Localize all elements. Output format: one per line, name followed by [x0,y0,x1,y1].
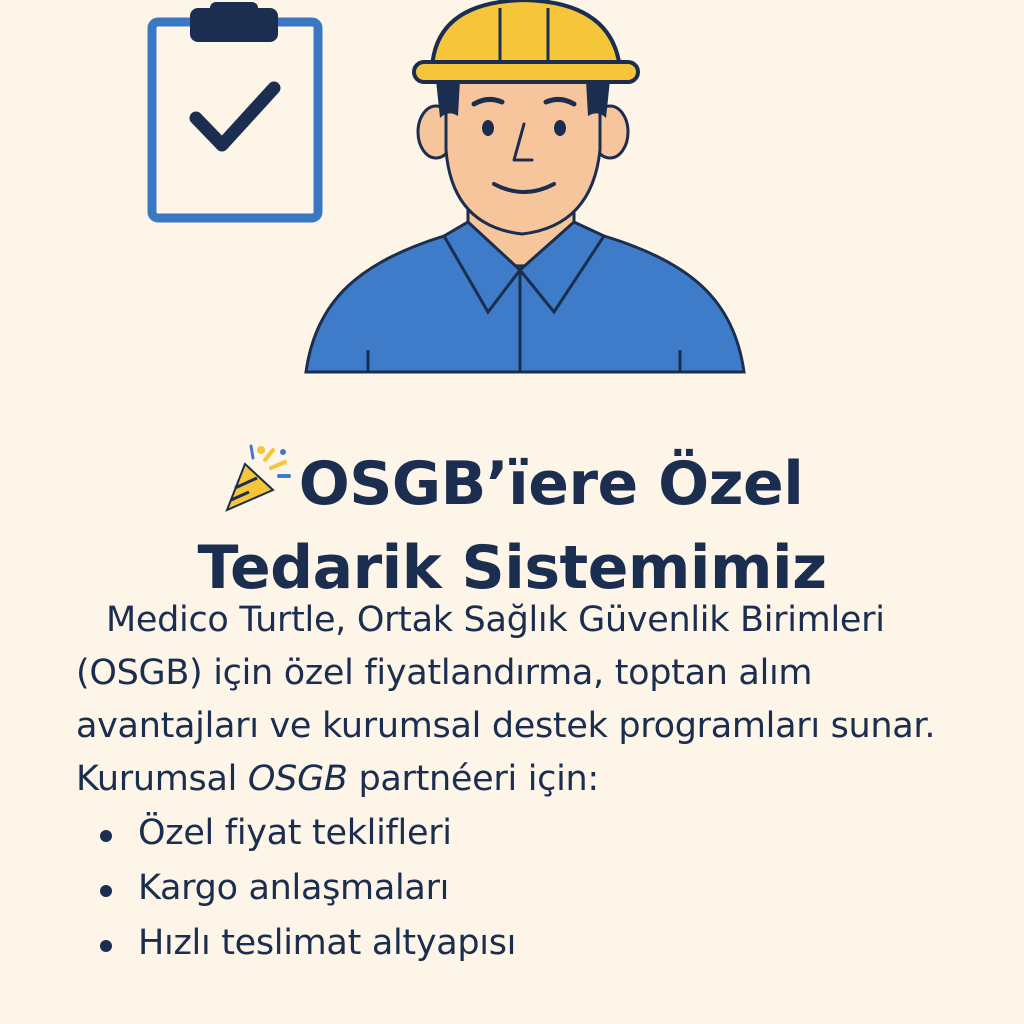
page-title [0,442,1024,610]
partners-suffix: partnéeri için: [358,759,599,799]
main-content [76,594,996,971]
hard-hat-icon [414,0,638,82]
title-line-2: Tedarik Sistemimiz [197,533,827,604]
hero-illustration [0,0,1024,380]
list-item: Kargo anlaşmaları [138,861,996,916]
partners-prefix: Kurumsal [76,759,238,799]
partners-heading [76,753,996,806]
feature-list [76,806,996,971]
title-line-1 [0,442,1024,526]
construction-worker-icon [306,80,744,372]
list-item: Hızlı teslimat altyapısı [138,916,996,971]
clipboard-check-icon [152,2,318,218]
party-popper-icon [221,442,293,514]
intro-paragraph: Medico Turtle, Ortak Sağlık Güvenlik Birimleri (OSGB) için özel fiyatlandırma, toptan alım avantajları ve kurumsal destek programları sunar. [76,600,936,746]
title-text-1: OSGB’ïere Özel [298,449,804,520]
list-item: Özel fiyat teklifleri [138,806,996,861]
partners-emphasis: OSGB [247,759,348,799]
